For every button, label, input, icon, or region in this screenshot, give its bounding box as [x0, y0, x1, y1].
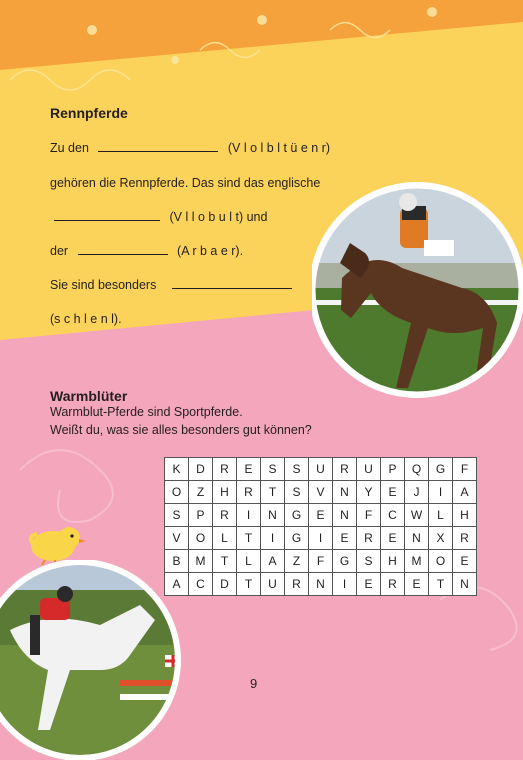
grid-cell[interactable]: T — [213, 550, 237, 573]
grid-row — [165, 481, 477, 504]
intro-line-2: Weißt du, was sie alles besonders gut können? — [50, 423, 312, 437]
hint-vollblut: (V l l o b u l t) und — [169, 210, 268, 224]
grid-cell[interactable]: R — [213, 504, 237, 527]
grid-cell[interactable]: O — [165, 481, 189, 504]
grid-cell[interactable]: F — [453, 458, 477, 481]
grid-cell[interactable]: T — [237, 573, 261, 596]
text-zu-den: Zu den — [50, 141, 89, 155]
grid-cell[interactable]: F — [309, 550, 333, 573]
grid-cell[interactable]: L — [237, 550, 261, 573]
grid-cell[interactable]: E — [381, 527, 405, 550]
showjumping-photo — [0, 560, 190, 760]
grid-cell[interactable]: I — [309, 527, 333, 550]
grid-cell[interactable]: G — [333, 550, 357, 573]
grid-cell[interactable]: E — [453, 550, 477, 573]
grid-cell[interactable]: V — [165, 527, 189, 550]
grid-cell[interactable]: R — [453, 527, 477, 550]
grid-cell[interactable]: U — [261, 573, 285, 596]
grid-cell[interactable]: L — [429, 504, 453, 527]
grid-cell[interactable]: Q — [405, 458, 429, 481]
grid-cell[interactable]: I — [237, 504, 261, 527]
word-search-grid[interactable] — [164, 457, 477, 596]
grid-cell[interactable]: N — [309, 573, 333, 596]
grid-cell[interactable]: H — [381, 550, 405, 573]
grid-cell[interactable]: E — [237, 458, 261, 481]
grid-cell[interactable]: E — [405, 573, 429, 596]
grid-cell[interactable]: B — [165, 550, 189, 573]
grid-cell[interactable]: A — [165, 573, 189, 596]
grid-cell[interactable]: S — [285, 481, 309, 504]
answer-blank-1[interactable] — [98, 140, 218, 152]
grid-cell[interactable]: I — [429, 481, 453, 504]
grid-cell[interactable]: R — [381, 573, 405, 596]
grid-cell[interactable]: F — [357, 504, 381, 527]
grid-cell[interactable]: O — [189, 527, 213, 550]
grid-cell[interactable]: P — [381, 458, 405, 481]
grid-cell[interactable]: J — [405, 481, 429, 504]
page-number: 9 — [250, 676, 258, 691]
grid-cell[interactable]: I — [261, 527, 285, 550]
grid-cell[interactable]: T — [261, 481, 285, 504]
sentence-line-6: (s c h l e n l). — [50, 312, 122, 326]
grid-cell[interactable]: G — [285, 504, 309, 527]
grid-cell[interactable]: L — [213, 527, 237, 550]
hint-vollblueter: (V l o l b l t ü e n r) — [227, 141, 331, 155]
sentence-line-2: gehören die Rennpferde. Das sind das englische — [50, 176, 321, 190]
text-sie-sind-besonders: Sie sind besonders — [50, 278, 157, 292]
sentence-line-1 — [50, 140, 330, 155]
racehorse-photo — [312, 168, 523, 418]
text-der: der — [50, 244, 69, 258]
grid-cell[interactable]: A — [261, 550, 285, 573]
grid-cell[interactable]: I — [333, 573, 357, 596]
grid-cell[interactable]: G — [429, 458, 453, 481]
grid-cell[interactable]: N — [333, 504, 357, 527]
grid-cell[interactable]: H — [213, 481, 237, 504]
grid-cell[interactable]: U — [309, 458, 333, 481]
grid-cell[interactable]: P — [189, 504, 213, 527]
grid-cell[interactable]: E — [309, 504, 333, 527]
grid-cell[interactable]: O — [429, 550, 453, 573]
grid-cell[interactable]: U — [357, 458, 381, 481]
grid-cell[interactable]: V — [309, 481, 333, 504]
grid-cell[interactable]: N — [333, 481, 357, 504]
grid-cell[interactable]: K — [165, 458, 189, 481]
answer-blank-3[interactable] — [78, 243, 168, 255]
grid-cell[interactable]: S — [357, 550, 381, 573]
grid-cell[interactable]: A — [453, 481, 477, 504]
grid-row — [165, 550, 477, 573]
grid-cell[interactable]: N — [261, 504, 285, 527]
grid-cell[interactable]: G — [285, 527, 309, 550]
grid-cell[interactable]: E — [381, 481, 405, 504]
grid-cell[interactable]: N — [405, 527, 429, 550]
grid-cell[interactable]: D — [189, 458, 213, 481]
sentence-line-4 — [50, 243, 243, 258]
hint-araber: (A r b a e r). — [177, 244, 244, 258]
grid-cell[interactable]: T — [429, 573, 453, 596]
grid-cell[interactable]: D — [213, 573, 237, 596]
grid-row — [165, 527, 477, 550]
grid-cell[interactable]: E — [357, 573, 381, 596]
grid-cell[interactable]: Y — [357, 481, 381, 504]
section-title-rennpferde: Rennpferde — [50, 105, 128, 121]
grid-row — [165, 573, 477, 596]
grid-cell[interactable]: W — [405, 504, 429, 527]
grid-cell[interactable]: R — [213, 458, 237, 481]
grid-cell[interactable]: R — [333, 458, 357, 481]
grid-cell[interactable]: R — [285, 573, 309, 596]
answer-blank-2[interactable] — [54, 209, 160, 221]
grid-cell[interactable]: Z — [189, 481, 213, 504]
grid-cell[interactable]: Z — [285, 550, 309, 573]
grid-cell[interactable]: C — [189, 573, 213, 596]
grid-cell[interactable]: M — [405, 550, 429, 573]
grid-cell[interactable]: S — [165, 504, 189, 527]
grid-cell[interactable]: H — [453, 504, 477, 527]
grid-cell[interactable]: S — [285, 458, 309, 481]
sentence-line-5 — [50, 277, 292, 292]
grid-cell[interactable]: S — [261, 458, 285, 481]
grid-row — [165, 458, 477, 481]
grid-cell[interactable]: M — [189, 550, 213, 573]
grid-cell[interactable]: N — [453, 573, 477, 596]
grid-cell[interactable]: R — [357, 527, 381, 550]
sentence-line-3 — [50, 209, 267, 224]
grid-cell[interactable]: C — [381, 504, 405, 527]
grid-cell[interactable]: X — [429, 527, 453, 550]
answer-blank-4[interactable] — [172, 277, 292, 289]
grid-cell[interactable]: R — [237, 481, 261, 504]
section-title-warmblueter: Warmblüter — [50, 388, 128, 404]
grid-cell[interactable]: E — [333, 527, 357, 550]
grid-cell[interactable]: T — [237, 527, 261, 550]
intro-line-1: Warmblut-Pferde sind Sportpferde. — [50, 405, 243, 419]
grid-row — [165, 504, 477, 527]
